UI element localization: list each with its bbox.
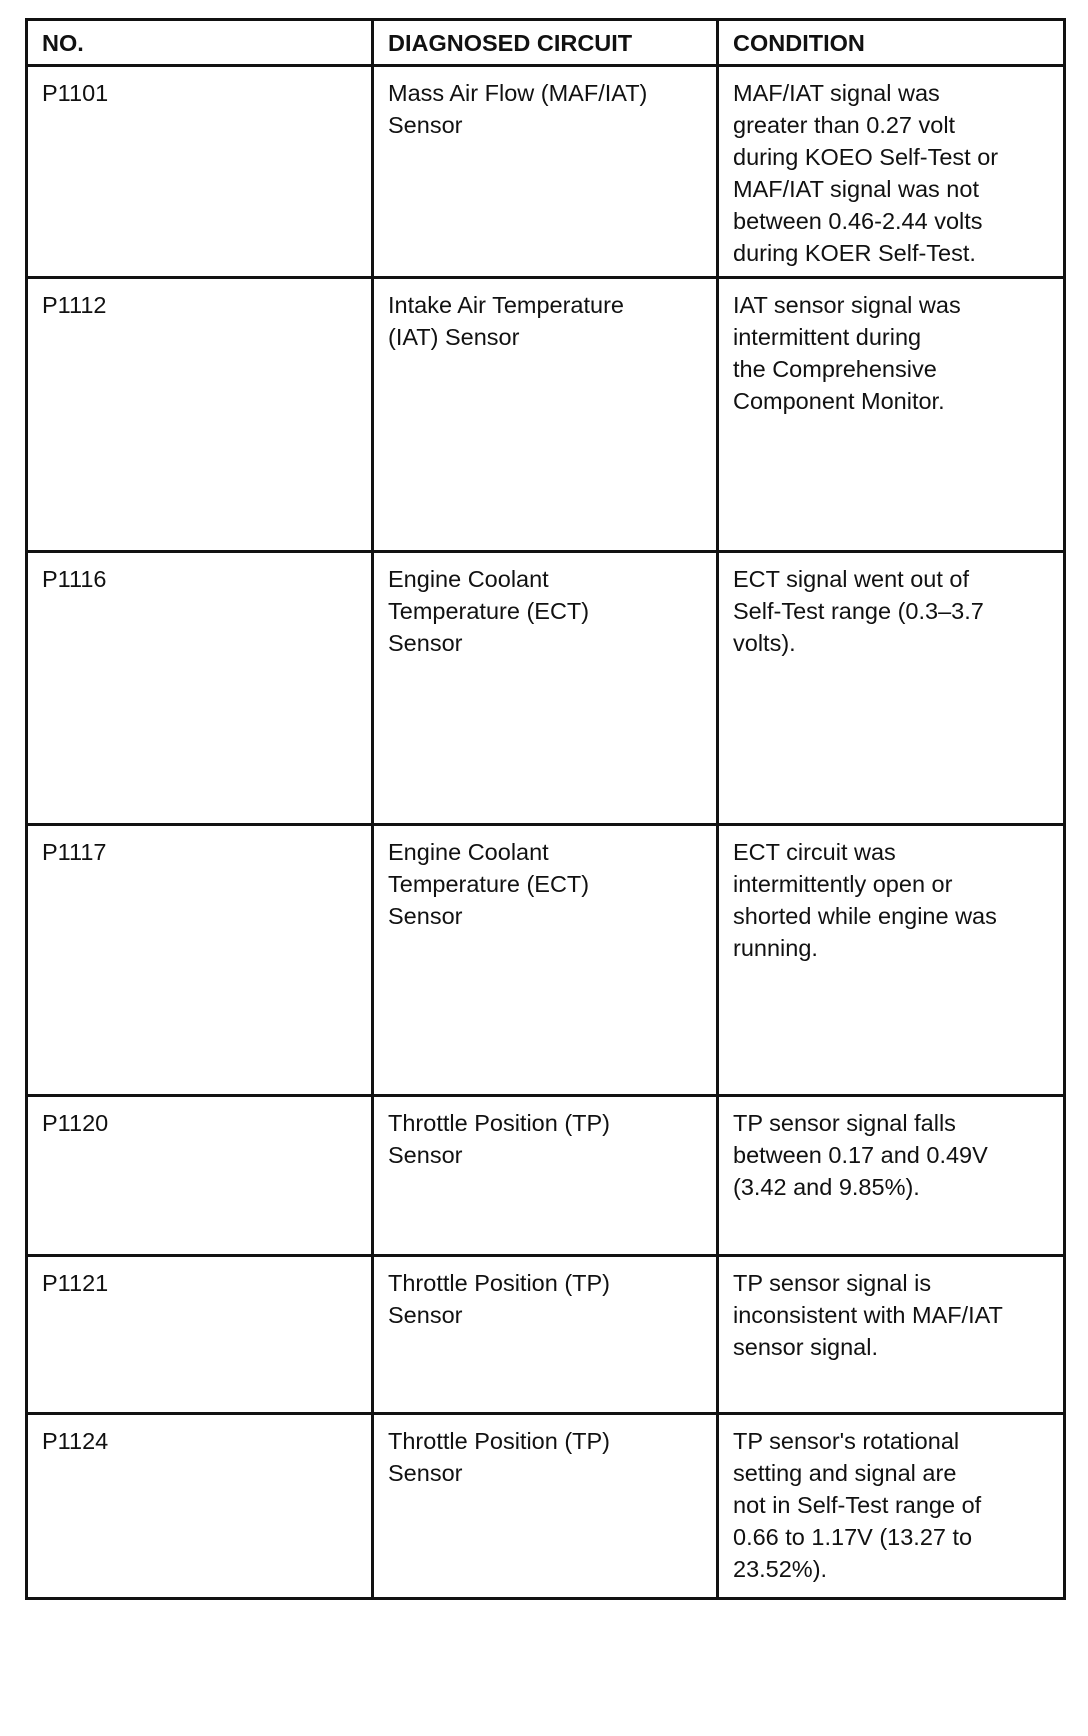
circuit-cell: Throttle Position (TP) Sensor xyxy=(373,1096,718,1256)
condition-cell: TP sensor signal is inconsistent with MAF/IAT sensor signal. xyxy=(718,1256,1065,1414)
condition-cell: TP sensor's rotational setting and signal are not in Self-Test range of 0.66 to 1.17V (13.27 to 23.52%). xyxy=(718,1414,1065,1599)
condition-cell: TP sensor signal falls between 0.17 and 0.49V (3.42 and 9.85%). xyxy=(718,1096,1065,1256)
code-cell: P1124 xyxy=(27,1414,373,1599)
code-cell: P1117 xyxy=(27,825,373,1096)
condition-cell: IAT sensor signal was intermittent during the Comprehensive Component Monitor. xyxy=(718,278,1065,552)
condition-cell: MAF/IAT signal was greater than 0.27 volt during KOEO Self-Test or MAF/IAT signal was not between 0.46-2.44 volts during KOER Self-Test. xyxy=(718,66,1065,278)
condition-cell: ECT signal went out of Self-Test range (0.3–3.7 volts). xyxy=(718,552,1065,825)
circuit-cell: Throttle Position (TP) Sensor xyxy=(373,1414,718,1599)
code-cell: P1101 xyxy=(27,66,373,278)
code-cell: P1121 xyxy=(27,1256,373,1414)
table-row xyxy=(27,1256,1065,1414)
code-cell: P1112 xyxy=(27,278,373,552)
condition-cell: ECT circuit was intermittently open or shorted while engine was running. xyxy=(718,825,1065,1096)
header-no: NO. xyxy=(27,20,373,66)
circuit-cell: Engine Coolant Temperature (ECT) Sensor xyxy=(373,825,718,1096)
header-condition: CONDITION xyxy=(718,20,1065,66)
circuit-cell: Intake Air Temperature (IAT) Sensor xyxy=(373,278,718,552)
table-row xyxy=(27,825,1065,1096)
table-row xyxy=(27,1414,1065,1599)
table-row xyxy=(27,552,1065,825)
header-row xyxy=(27,20,1065,66)
diagnostic-code-table xyxy=(25,18,1066,1600)
circuit-cell: Mass Air Flow (MAF/IAT) Sensor xyxy=(373,66,718,278)
header-diagnosed-circuit: DIAGNOSED CIRCUIT xyxy=(373,20,718,66)
table-row xyxy=(27,1096,1065,1256)
code-cell: P1120 xyxy=(27,1096,373,1256)
circuit-cell: Engine Coolant Temperature (ECT) Sensor xyxy=(373,552,718,825)
circuit-cell: Throttle Position (TP) Sensor xyxy=(373,1256,718,1414)
table-row xyxy=(27,66,1065,278)
code-cell: P1116 xyxy=(27,552,373,825)
table-row xyxy=(27,278,1065,552)
